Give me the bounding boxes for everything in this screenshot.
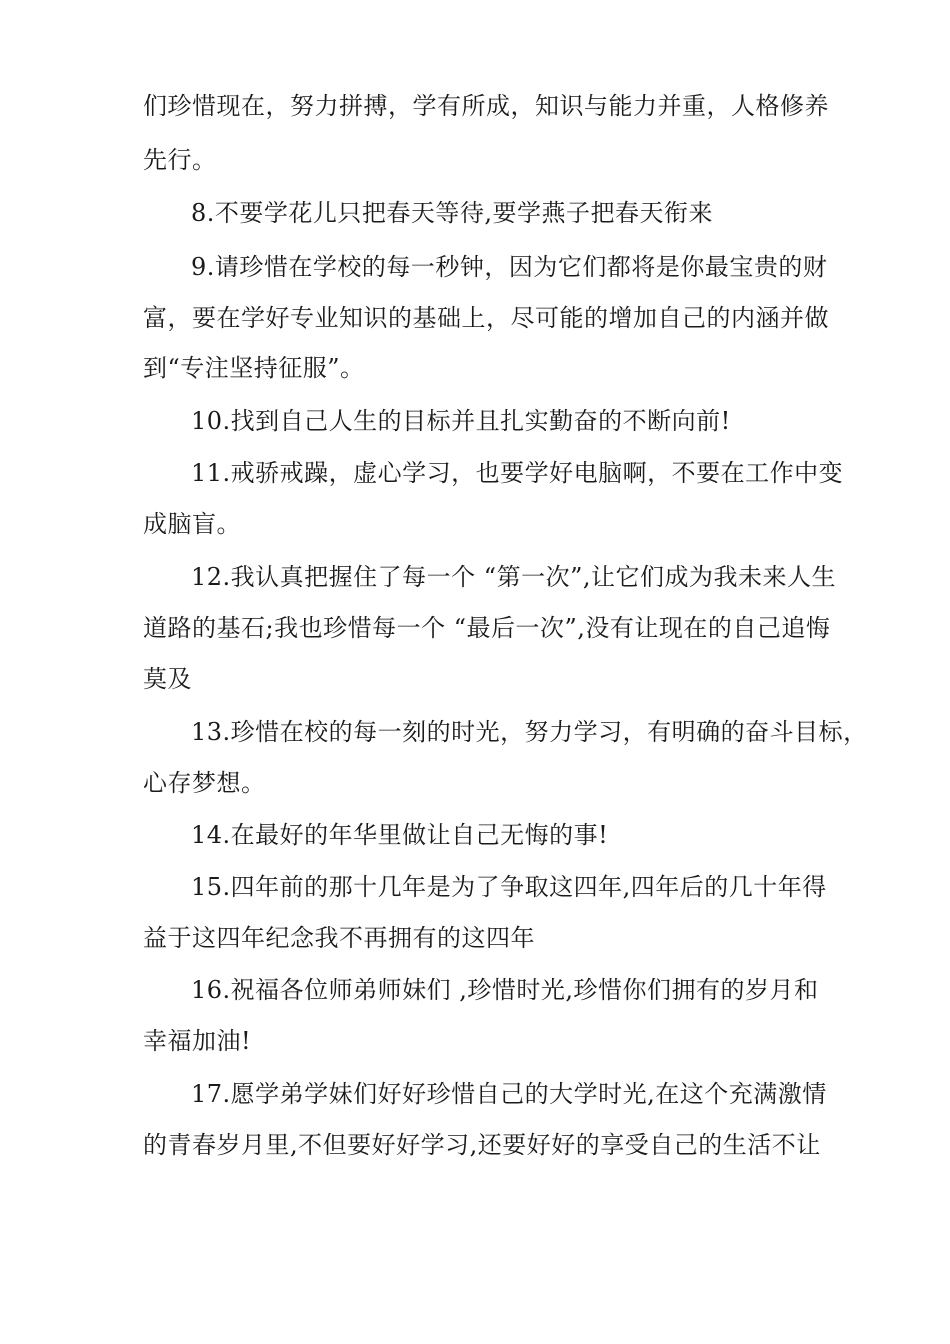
text-line: 们珍惜现在，努力拼搏，学有所成，知识与能力并重，人格修养: [143, 92, 829, 120]
text-line: 成脑盲。: [143, 510, 241, 538]
list-item-13: 13.珍惜在校的每一刻的时光，努力学习，有明确的奋斗目标，: [191, 718, 868, 746]
list-item-12: 12.我认真把握住了每一个 “第一次”,让它们成为我未来人生: [191, 563, 836, 591]
text-line: 道路的基石;我也珍惜每一个 “最后一次”,没有让现在的自己追悔: [143, 614, 831, 642]
list-item-14: 14.在最好的年华里做让自己无悔的事!: [191, 821, 609, 849]
text-line: 到“专注坚持征服”。: [143, 354, 365, 382]
list-item-15: 15.四年前的那十几年是为了争取这四年,四年后的几十年得: [191, 873, 827, 901]
text-line: 益于这四年纪念我不再拥有的这四年: [143, 924, 535, 952]
list-item-9: 9.请珍惜在学校的每一秒钟，因为它们都将是你最宝贵的财: [191, 253, 828, 281]
text-line: 的青春岁月里,不但要好好学习,还要好好的享受自己的生活不让: [143, 1131, 821, 1159]
text-line: 幸福加油!: [143, 1027, 252, 1055]
list-item-17: 17.愿学弟学妹们好好珍惜自己的大学时光,在这个充满激情: [191, 1080, 827, 1108]
text-line: 富，要在学好专业知识的基础上，尽可能的增加自己的内涵并做: [143, 304, 829, 332]
text-line: 莫及: [143, 665, 192, 693]
list-item-11: 11.戒骄戒躁，虚心学习，也要学好电脑啊，不要在工作中变: [191, 459, 844, 487]
list-item-10: 10.找到自己人生的目标并且扎实勤奋的不断向前!: [191, 407, 731, 435]
list-item-8: 8.不要学花儿只把春天等待,要学燕子把春天衔来: [191, 199, 714, 227]
list-item-16: 16.祝福各位师弟师妹们 ,珍惜时光,珍惜你们拥有的岁月和: [191, 976, 819, 1004]
text-line: 心存梦想。: [143, 769, 266, 797]
text-line: 先行。: [143, 146, 217, 174]
